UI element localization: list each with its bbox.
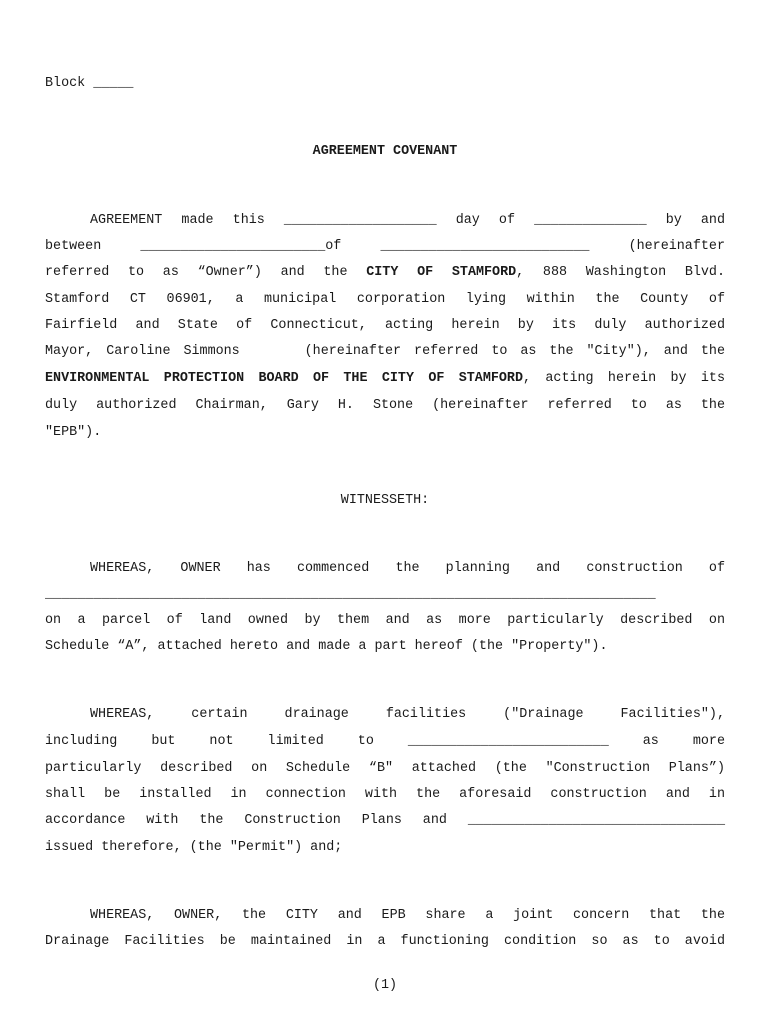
construction-description-blank: ____________________________________________________________________________ bbox=[45, 587, 656, 602]
para4-line-1: WHEREAS, OWNER, the CITY and EPB share a joint concern that the bbox=[90, 908, 725, 923]
para1-line-2: between _______________________of __________________________ (hereinafter bbox=[45, 239, 725, 254]
owner-address-blank: __________________________ bbox=[380, 239, 590, 254]
page-number: (1) bbox=[372, 978, 398, 993]
para2-line-3: on a parcel of land owned by them and as more particularly described on bbox=[45, 613, 725, 628]
city-name-bold: CITY OF STAMFORD bbox=[366, 265, 517, 280]
para3-line-1: WHEREAS, certain drainage facilities ("Drainage Facilities"), bbox=[90, 707, 725, 722]
month-blank: ______________ bbox=[534, 213, 647, 228]
para1-line-3: referred to as “Owner”) and the CITY OF STAMFORD, 888 Washington Blvd. bbox=[45, 265, 725, 280]
para3-line-2: including but not limited to _________________________ as more bbox=[45, 734, 725, 749]
para1-line-7: ENVIRONMENTAL PROTECTION BOARD OF THE CITY OF STAMFORD, acting herein by its bbox=[45, 371, 725, 386]
block-label: Block bbox=[45, 76, 86, 91]
facilities-blank: _________________________ bbox=[407, 734, 609, 749]
block-line bbox=[45, 75, 725, 92]
para1-line-9: "EPB"). bbox=[45, 425, 102, 440]
date-blank: ___________________ bbox=[283, 213, 437, 228]
para1-line-1: AGREEMENT made this ___________________ day of ______________ by and bbox=[90, 213, 725, 228]
block-blank: _____ bbox=[93, 76, 134, 91]
witnesseth-heading: WITNESSETH: bbox=[340, 493, 430, 508]
para1-line-8: duly authorized Chairman, Gary H. Stone (hereinafter referred to as the bbox=[45, 398, 725, 413]
para1-line-6: Mayor, Caroline Simmons (hereinafter referred to as the "City"), and the bbox=[45, 344, 725, 359]
para3-line-5: accordance with the Construction Plans and ________________________________ bbox=[45, 813, 725, 828]
permit-blank: ________________________________ bbox=[467, 813, 725, 828]
owner-name-blank: _______________________of bbox=[140, 239, 342, 254]
para1-line-4: Stamford CT 06901, a municipal corporation lying within the County of bbox=[45, 292, 725, 307]
document-title: AGREEMENT COVENANT bbox=[312, 144, 458, 159]
para3-line-3: particularly described on Schedule “B" attached (the "Construction Plans”) bbox=[45, 761, 725, 776]
para1-line-5: Fairfield and State of Connecticut, acting herein by its duly authorized bbox=[45, 318, 725, 333]
para2-line-4: Schedule “A”, attached hereto and made a part hereof (the "Property"). bbox=[45, 639, 608, 654]
para2-line-1: WHEREAS, OWNER has commenced the planning and construction of bbox=[90, 561, 725, 576]
para3-line-6: issued therefore, (the "Permit") and; bbox=[45, 840, 343, 855]
para4-line-2: Drainage Facilities be maintained in a functioning condition so as to avoid bbox=[45, 934, 725, 949]
epb-name-bold: ENVIRONMENTAL PROTECTION BOARD OF THE CITY OF STAMFORD bbox=[45, 371, 524, 386]
para3-line-4: shall be installed in connection with the aforesaid construction and in bbox=[45, 787, 725, 802]
